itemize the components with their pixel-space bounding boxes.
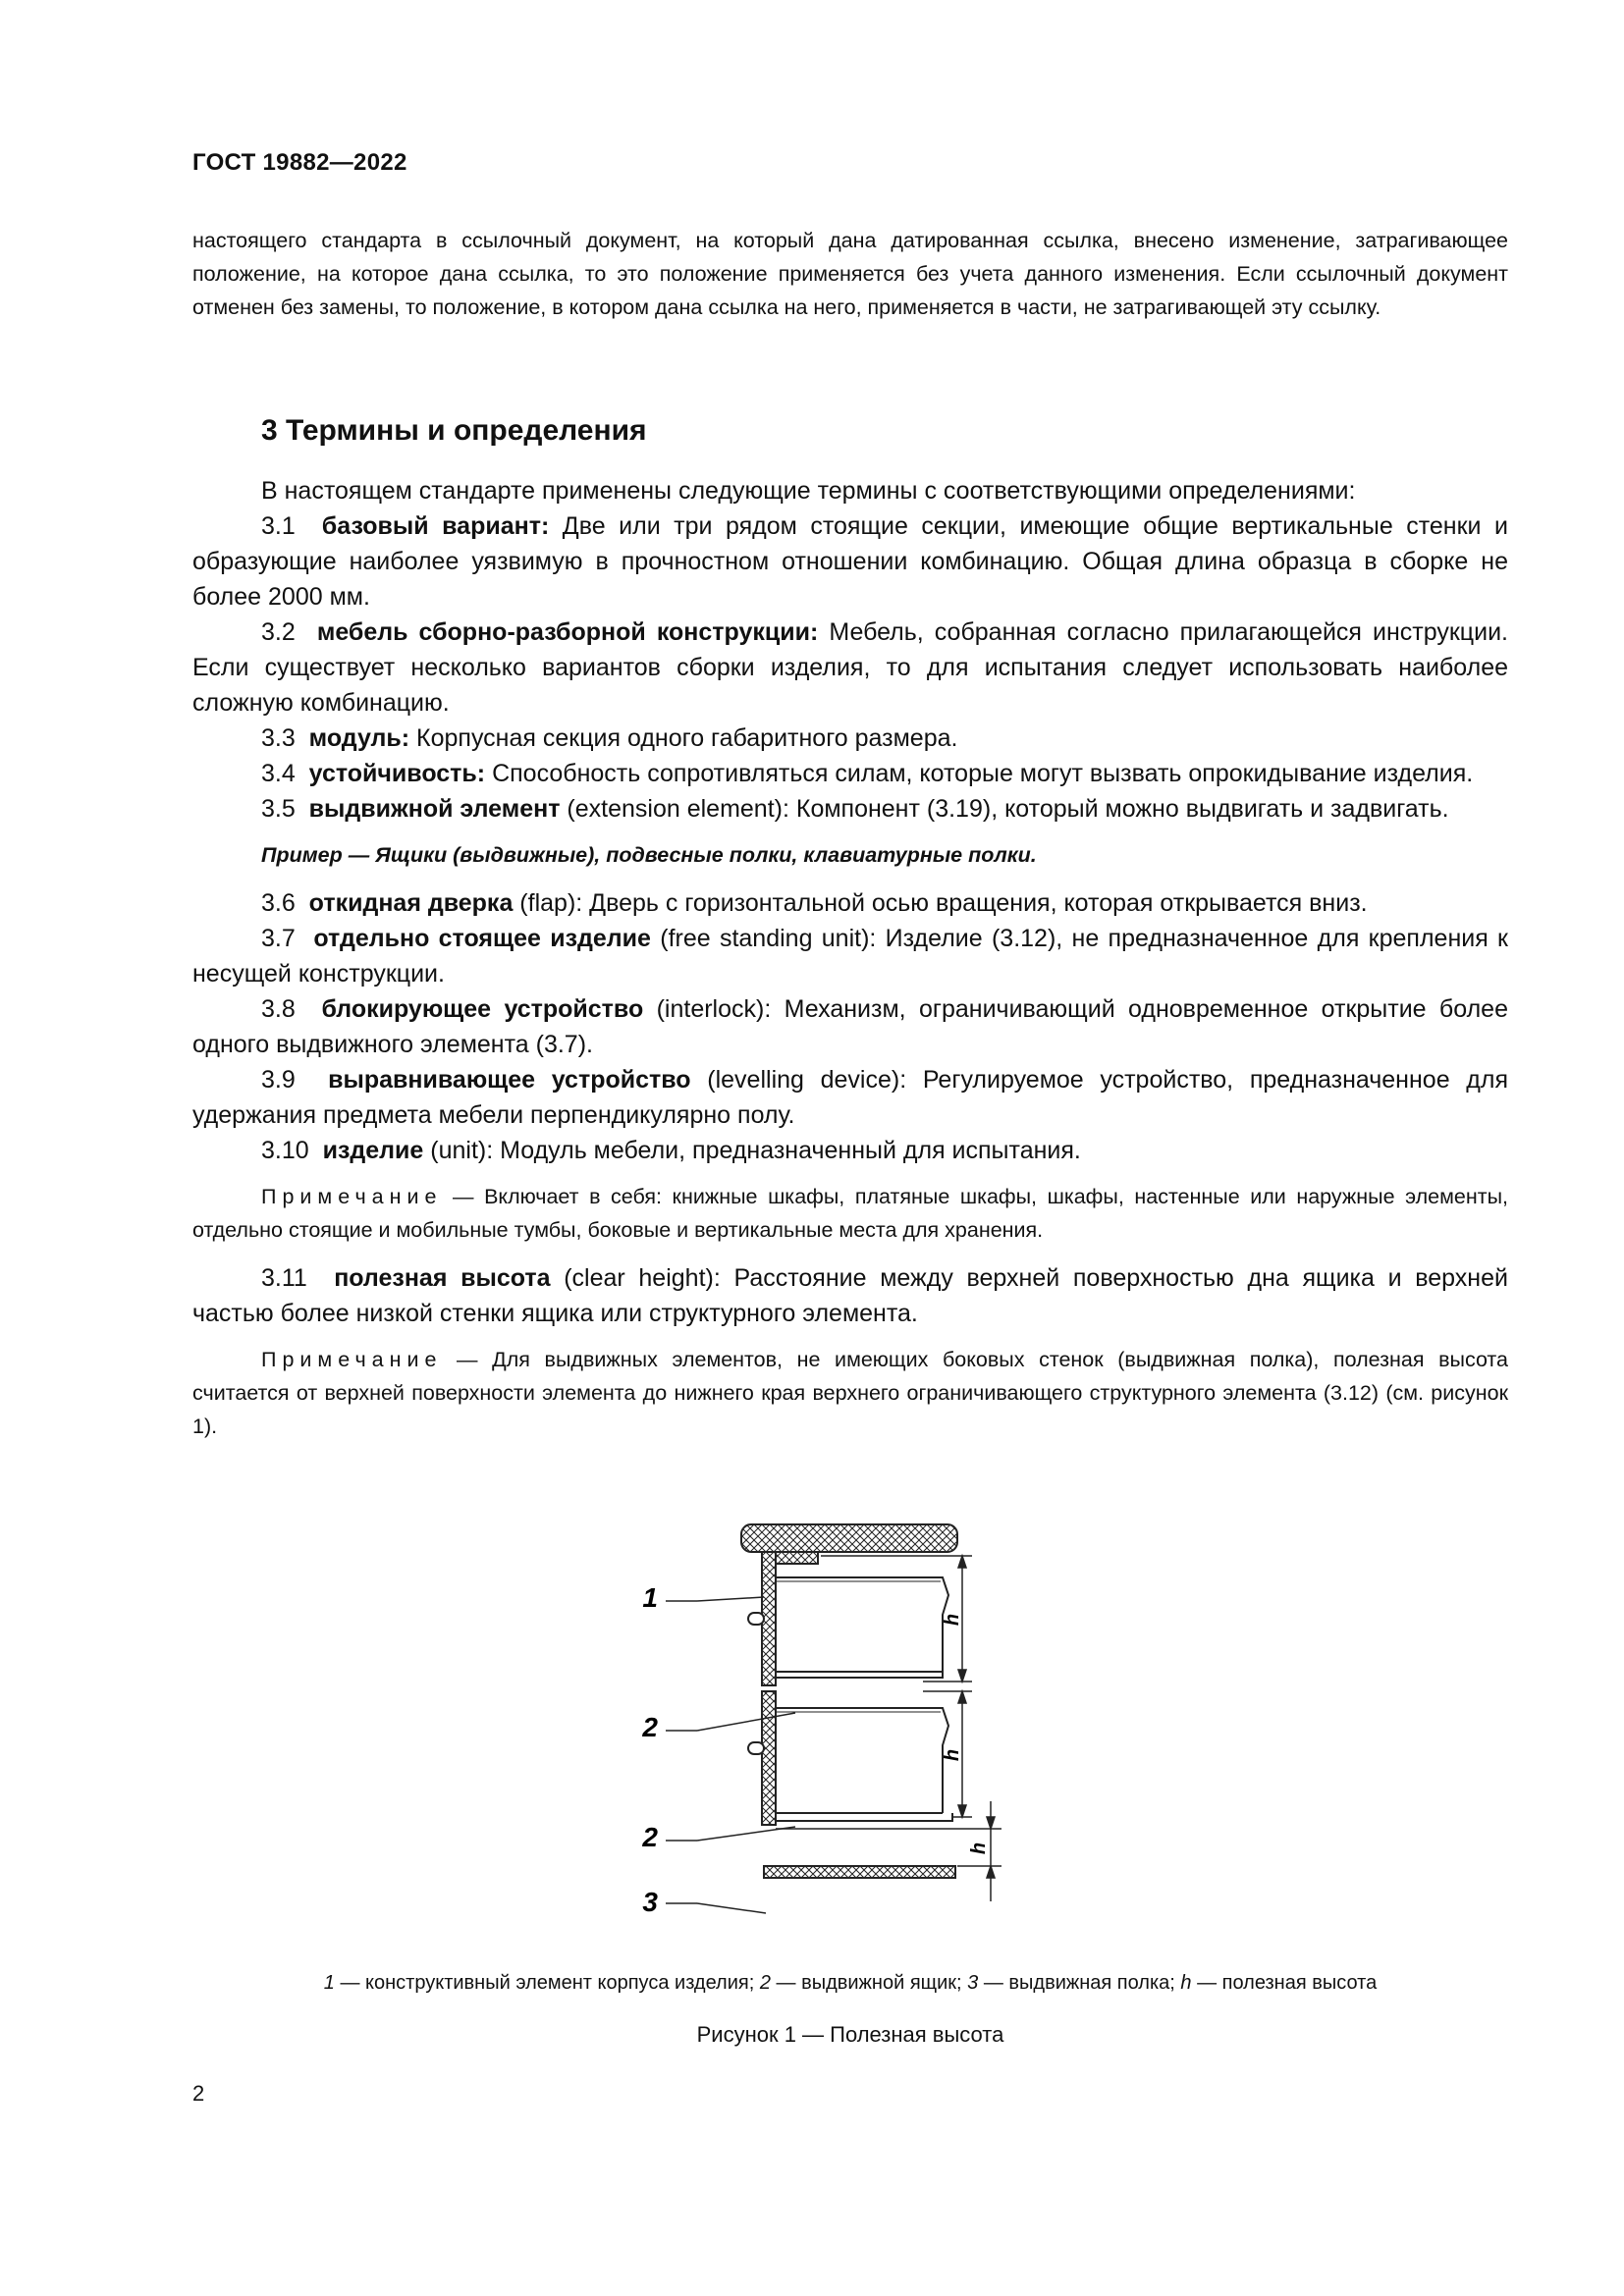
term-definition: : Компонент (3.19), который можно выдвигать и задвигать.	[782, 795, 1449, 823]
term-name: откидная дверка	[308, 889, 514, 917]
callout-1: 1	[642, 1582, 658, 1613]
term-name: выдвижной элемент	[308, 795, 561, 823]
note-text: — Включает в себя: книжные шкафы, платяные шкафы, шкафы, настенные или наружные элементы, отдельно стоящие и мобильные тумбы, боковые и вертикальные места для хранения.	[192, 1185, 1508, 1242]
term-definition: Две или три рядом стоящие секции, имеющие общие вертикальные стенки и образующие наиболее уязвимую в прочностном отношении комбинацию. Общая длина образца в сборке не более 2000 мм.	[192, 512, 1508, 611]
term-3-7	[192, 921, 1508, 991]
upper-handle	[748, 1613, 764, 1625]
term-name: полезная высота	[334, 1264, 551, 1292]
section-title: 3 Термины и определения	[261, 414, 647, 447]
note-label: Примечание	[261, 1348, 443, 1371]
legend-key: 3	[967, 1972, 979, 1994]
dimension-label-h: h	[942, 1613, 963, 1627]
callout-2-upper: 2	[642, 1712, 658, 1742]
lower-front-panel	[762, 1691, 776, 1825]
term-definition: : Дверь с горизонтальной осью вращения, которая открывается вниз.	[575, 889, 1368, 917]
section-lead: В настоящем стандарте применены следующие термины с соответствующими определениями:	[261, 477, 1356, 505]
term-number: 3.9	[261, 1066, 296, 1094]
clear-height-diagram	[628, 1517, 1080, 1949]
term-name: модуль:	[308, 724, 410, 752]
term-name: отдельно стоящее изделие	[313, 925, 651, 952]
terms-body	[192, 473, 1508, 1457]
term-definition: : Изделие (3.12), не предназначенное для крепления к несущей конструкции.	[192, 925, 1508, 988]
lower-handle	[748, 1742, 764, 1754]
term-english: (free standing unit)	[650, 925, 870, 952]
term-name: блокирующее устройство	[321, 995, 644, 1023]
term-number: 3.2	[261, 618, 296, 646]
callout-2-lower: 2	[642, 1822, 658, 1852]
figure-caption: Рисунок 1 — Полезная высота	[696, 2022, 1004, 2047]
term-3-6	[192, 885, 1508, 921]
legend-key: 1	[323, 1972, 335, 1994]
note-text: — Для выдвижных элементов, не имеющих боковых стенок (выдвижная полка), полезная высота считается от верхней поверхности элемента до нижнего края верхнего ограничивающего структурного элемента (3.12) (см. рисунок 1).	[192, 1348, 1508, 1438]
lower-drawer-body	[776, 1708, 952, 1821]
term-3-4	[192, 756, 1508, 791]
term-number: 3.4	[261, 760, 296, 787]
intro-text	[192, 224, 1508, 324]
term-number: 3.7	[261, 925, 296, 952]
term-definition: Мебель, собранная согласно прилагающейся инструкции. Если существует несколько вариантов сборки изделия, то для испытания следует использовать наиболее сложную комбинацию.	[192, 618, 1508, 717]
term-definition: : Регулируемое устройство, предназначенное для удержания предмета мебели перпендикулярно полу.	[192, 1066, 1509, 1129]
term-name: базовый вариант:	[321, 512, 550, 540]
document-header: ГОСТ 19882—2022	[192, 149, 407, 176]
term-english: (extension element)	[560, 795, 783, 823]
intro-paragraph: настоящего стандарта в ссылочный документ, на который дана датированная ссылка, внесено изменение, затрагивающее положение, на которое дана ссылка, то это положение применяется без учета данного изменения. Если ссылочный документ отменен без замены, то положение, в котором дана ссылка на него, применяется в части, не затрагивающей эту ссылку.	[192, 229, 1508, 319]
term-english: (interlock)	[643, 995, 765, 1023]
term-number: 3.11	[261, 1264, 307, 1292]
term-3-5	[192, 791, 1508, 827]
example-note: Пример — Ящики (выдвижные), подвесные полки, клавиатурные полки.	[261, 843, 1037, 867]
figure-legend	[192, 1969, 1508, 1997]
term-name: устойчивость:	[308, 760, 486, 787]
page-number: 2	[192, 2081, 205, 2106]
term-3-3	[192, 721, 1508, 756]
term-definition: : Модуль мебели, предназначенный для испытания.	[486, 1137, 1081, 1164]
term-3-1	[192, 508, 1508, 614]
term-number: 3.3	[261, 724, 296, 752]
dimension-label-h: h	[942, 1748, 963, 1762]
term-3-11	[192, 1260, 1508, 1331]
term-number: 3.5	[261, 795, 296, 823]
pull-out-shelf	[764, 1866, 955, 1878]
callout-3: 3	[642, 1887, 658, 1917]
term-number: 3.6	[261, 889, 296, 917]
term-definition: : Механизм, ограничивающий одновременное открытие более одного выдвижного элемента (3.7).	[192, 995, 1508, 1058]
term-3-9	[192, 1062, 1508, 1133]
term-number: 3.10	[261, 1137, 309, 1164]
term-name: изделие	[322, 1137, 424, 1164]
term-name: выравнивающее устройство	[328, 1066, 691, 1094]
note-label: Примечание	[261, 1185, 443, 1208]
term-3-10	[192, 1133, 1508, 1168]
term-definition: : Расстояние между верхней поверхностью дна ящика и верхней частью более низкой стенки ящика или структурного элемента.	[192, 1264, 1508, 1327]
term-english: (levelling device)	[690, 1066, 900, 1094]
note-2	[192, 1343, 1508, 1443]
term-number: 3.1	[261, 512, 296, 540]
legend-text: — полезная высота	[1191, 1972, 1378, 1994]
term-name: мебель сборно-разборной конструкции:	[316, 618, 819, 646]
term-definition: Корпусная секция одного габаритного размера.	[409, 724, 958, 752]
term-english: (clear height)	[550, 1264, 714, 1292]
top-panel	[741, 1524, 957, 1552]
legend-key: h	[1180, 1972, 1192, 1994]
dimension-label-h: h	[968, 1842, 990, 1855]
term-english: (unit)	[423, 1137, 487, 1164]
upper-drawer-body	[776, 1577, 948, 1678]
figure-clear-height	[628, 1517, 1080, 1949]
note-1	[192, 1180, 1508, 1247]
term-english: (flap)	[513, 889, 576, 917]
term-definition: Способность сопротивляться силам, которые могут вызвать опрокидывание изделия.	[485, 760, 1474, 787]
term-3-8	[192, 991, 1508, 1062]
legend-text: — выдвижной ящик;	[770, 1972, 968, 1994]
legend-key: 2	[759, 1972, 771, 1994]
term-3-2	[192, 614, 1508, 721]
legend-text: — конструктивный элемент корпуса изделия;	[334, 1972, 760, 1994]
term-number: 3.8	[261, 995, 296, 1023]
legend-text: — выдвижная полка;	[978, 1972, 1181, 1994]
